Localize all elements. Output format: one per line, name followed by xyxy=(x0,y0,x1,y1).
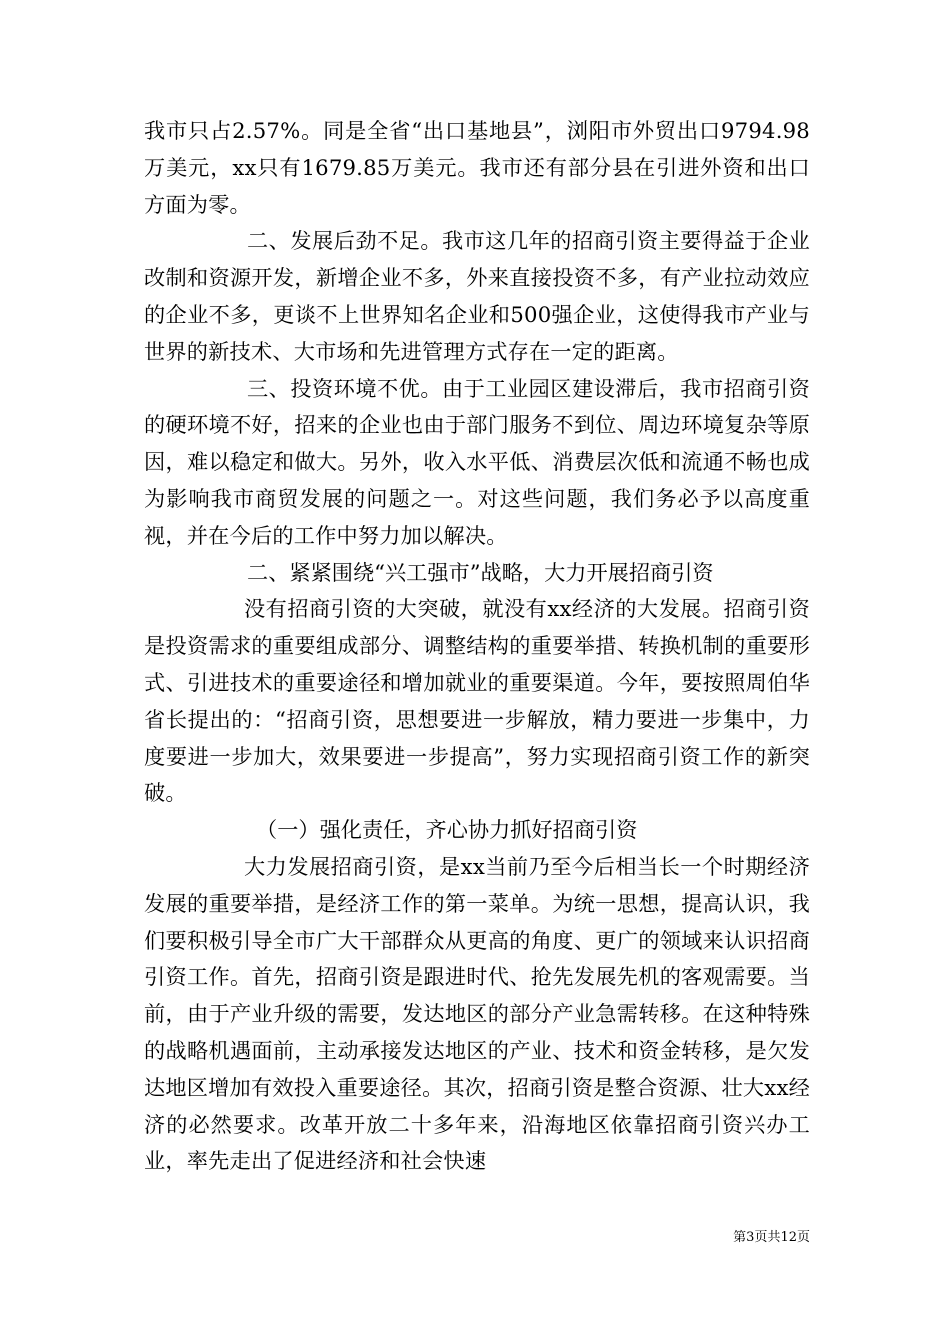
paragraph-development-momentum: 二、发展后劲不足。我市这几年的招商引资主要得益于企业改制和资源开发，新增企业不多，外来直接投资不多，有产业拉动效应的企业不多，更谈不上世界知名企业和500强企业，这使得我市产业与世界的新技术、大市场和先进管理方式存在一定的距离。 xyxy=(144,228,810,364)
paragraph-develop-investment: 大力发展招商引资，是xx当前乃至今后相当长一个时期经济发展的重要举措，是经济工作的第一菜单。为统一思想，提高认识，我们要积极引导全市广大干部群众从更高的角度、更广的领域来认识招商引资工作。首先，招商引资是跟进时代、抢先发展先机的客观需要。当前，由于产业升级的需要，发达地区的部分产业急需转移。在这种特殊的战略机遇面前，主动承接发达地区的产业、技术和资金转移，是欠发达地区增加有效投入重要途径。其次，招商引资是整合资源、壮大xx经济的必然要求。改革开放二十多年来，沿海地区依靠招商引资兴办工业，率先走出了促进经济和社会快速 xyxy=(144,853,810,1174)
section-heading-strategy: 二、紧紧围绕“兴工强市”战略，大力开展招商引资 xyxy=(247,559,714,585)
paragraph-foreign-trade: 我市只占2.57%。同是全省“出口基地县”，浏阳市外贸出口9794.98万美元，xx只有1679.85万美元。我市还有部分县在引进外资和出口方面为零。 xyxy=(144,118,810,217)
document-body xyxy=(144,113,810,1180)
paragraph-investment-breakthrough: 没有招商引资的大突破，就没有xx经济的大发展。招商引资是投资需求的重要组成部分、调整结构的重要举措、转换机制的重要形式、引进技术的重要途径和增加就业的重要渠道。今年，要按照周伯华省长提出的：“招商引资，思想要进一步解放，精力要进一步集中，力度要进一步加大，效果要进一步提高”，努力实现招商引资工作的新突破。 xyxy=(144,596,810,806)
paragraph-investment-environment: 三、投资环境不优。由于工业园区建设滞后，我市招商引资的硬环境不好，招来的企业也由于部门服务不到位、周边环境复杂等原因，难以稳定和做大。另外，收入水平低、消费层次低和流通不畅也成为影响我市商贸发展的问题之一。对这些问题，我们务必予以高度重视，并在今后的工作中努力加以解决。 xyxy=(144,375,810,548)
page-number-footer: 第3页共12页 xyxy=(733,1230,810,1245)
subsection-heading-responsibility: （一）强化责任，齐心协力抓好招商引资 xyxy=(256,817,638,843)
